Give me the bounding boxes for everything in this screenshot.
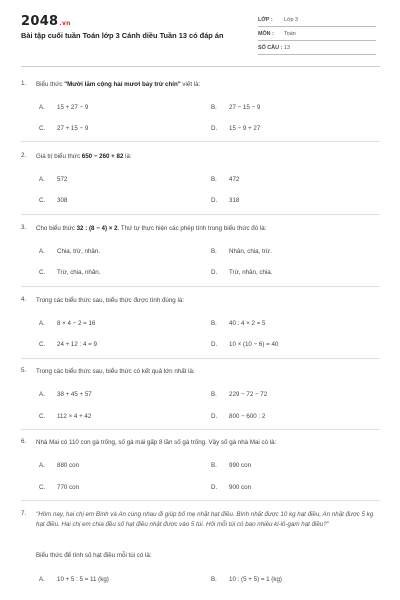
stem-text: Giá trị biểu thức xyxy=(36,153,82,160)
option-letter: C. xyxy=(39,413,46,420)
stem-text: viết là: xyxy=(180,81,201,88)
question-divider xyxy=(21,500,380,501)
option-text: 880 con xyxy=(57,462,80,469)
option-letter: B. xyxy=(211,576,217,583)
option-letter: D. xyxy=(211,341,218,348)
option-text: 27 − 15 − 9 xyxy=(229,104,261,111)
option-letter: A. xyxy=(39,576,45,583)
option-letter: B. xyxy=(211,391,217,398)
question-stem xyxy=(36,224,380,234)
stem-text: Trong các biểu thức sau, biểu thức có kết quả lớn nhất là: xyxy=(36,368,195,375)
question-divider xyxy=(21,214,380,215)
question-number: 2. xyxy=(21,152,27,159)
option-text: 27 + 15 − 9 xyxy=(57,125,89,132)
question-number: 7. xyxy=(21,510,27,517)
option-letter: B. xyxy=(211,320,217,327)
option-letter: A. xyxy=(39,320,45,327)
option-text: Trừ, chia, nhân. xyxy=(57,269,101,276)
question-stem xyxy=(36,510,380,530)
option-text: 38 + 45 + 57 xyxy=(57,391,92,398)
option-text: 229 − 72 − 72 xyxy=(229,391,268,398)
option-letter: C. xyxy=(39,269,46,276)
stem-text: Trong các biểu thức sau, biểu thức được tính đúng là: xyxy=(36,297,184,304)
question-number: 4. xyxy=(21,296,27,303)
option-letter: A. xyxy=(39,248,45,255)
stem-text: là: xyxy=(123,153,132,160)
option-letter: C. xyxy=(39,197,46,204)
option-text: 308 xyxy=(57,197,68,204)
meta-underline xyxy=(258,54,376,55)
option-text: 318 xyxy=(229,197,240,204)
option-letter: D. xyxy=(211,197,218,204)
meta-value: Toán xyxy=(284,31,296,37)
question-divider xyxy=(21,286,380,287)
question-divider xyxy=(21,429,380,430)
stem-text: "Hôm nay, hai chị em Bình và An cùng nhau đi giúp bố mẹ nhặt hạt điều. Bình nhặt được 10 kg hạt điều, An nhặt được 5 kg hạt điều. Hai chị em chia đều số hạt điều nhặt được vào 5 túi. Hỏi mỗi túi có bao nhiêu ki-lô-gam hạt điều?" xyxy=(36,511,374,528)
option-text: 800 − 600 : 2 xyxy=(229,413,266,420)
question-number: 1. xyxy=(21,80,27,87)
logo-text: 2048 xyxy=(21,14,59,29)
option-letter: C. xyxy=(39,125,46,132)
question-number: 6. xyxy=(21,438,27,445)
option-letter: A. xyxy=(39,462,45,469)
question-number: 5. xyxy=(21,367,27,374)
option-letter: B. xyxy=(211,462,217,469)
option-letter: D. xyxy=(211,269,218,276)
stem-bold: 650 − 260 + 82 xyxy=(81,153,124,160)
stem-bold: "Mười lăm cộng hai mươi bảy trừ chín" xyxy=(64,81,181,88)
question-divider xyxy=(21,358,380,359)
option-letter: A. xyxy=(39,176,45,183)
option-text: 770 con xyxy=(57,484,80,491)
stem-text: . Thứ tự thực hiện các phép tính trong biểu thức đó là: xyxy=(117,225,267,232)
question-stem xyxy=(36,296,380,306)
site-logo[interactable] xyxy=(21,14,71,29)
option-text: 572 xyxy=(57,176,68,183)
option-text: 10 × (10 − 6) = 40 xyxy=(229,341,279,348)
question-number: 3. xyxy=(21,224,27,231)
option-text: 40 : 4 × 2 = 5 xyxy=(229,320,266,327)
question-subprompt: Biểu thức để tính số hạt điều mỗi túi có là: xyxy=(36,552,152,559)
question-stem xyxy=(36,80,380,90)
meta-label: SỐ CÂU : xyxy=(258,45,283,51)
option-text: 472 xyxy=(229,176,240,183)
meta-label: LỚP : xyxy=(258,17,273,23)
meta-value: Lớp 3 xyxy=(284,17,299,23)
option-letter: C. xyxy=(39,341,46,348)
option-text: 990 con xyxy=(229,462,252,469)
option-text: 10 : (5 + 5) = 1 (kg) xyxy=(229,576,282,583)
header-divider xyxy=(21,66,380,67)
meta-underline xyxy=(258,26,376,27)
page-title: Bài tập cuối tuần Toán lớp 3 Cánh diều Tuần 13 có đáp án xyxy=(21,31,224,40)
question-stem xyxy=(36,438,380,448)
option-letter: C. xyxy=(39,484,46,491)
option-text: 900 con xyxy=(229,484,252,491)
option-letter: A. xyxy=(39,104,45,111)
question-stem xyxy=(36,367,380,377)
option-text: Nhân, chia, trừ. xyxy=(229,248,272,255)
option-letter: D. xyxy=(211,484,218,491)
option-letter: D. xyxy=(211,413,218,420)
option-letter: B. xyxy=(211,248,217,255)
option-text: 8 × 4 − 2 = 16 xyxy=(57,320,96,327)
option-letter: B. xyxy=(211,104,217,111)
option-text: 112 × 4 + 42 xyxy=(57,413,92,420)
logo-suffix: .vn xyxy=(59,20,71,27)
option-letter: D. xyxy=(211,125,218,132)
stem-text: Biểu thức xyxy=(36,81,65,88)
option-letter: B. xyxy=(211,176,217,183)
meta-value: 13 xyxy=(284,45,290,51)
stem-text: Cho biểu thức xyxy=(36,225,77,232)
option-letter: A. xyxy=(39,391,45,398)
meta-label: MÔN : xyxy=(258,31,274,37)
document-header xyxy=(0,0,400,64)
question-divider xyxy=(21,141,380,142)
question-stem xyxy=(36,152,380,162)
option-text: 24 + 12 : 4 = 9 xyxy=(57,341,97,348)
option-text: Chia, trừ, nhân. xyxy=(57,248,101,255)
stem-bold: 32 : (8 − 4) × 2 xyxy=(76,225,118,232)
option-text: 15 + 27 − 9 xyxy=(57,104,89,111)
meta-underline xyxy=(258,40,376,41)
stem-text: Nhà Mai có 110 con gà trống, số gà mái gấp 8 lần số gà trống. Vậy số gà nhà Mai có là: xyxy=(36,439,277,446)
option-text: Trừ, nhân, chia. xyxy=(229,269,273,276)
option-text: 10 + 5 : 5 = 11 (kg) xyxy=(57,576,109,583)
option-text: 15 − 9 + 27 xyxy=(229,125,261,132)
